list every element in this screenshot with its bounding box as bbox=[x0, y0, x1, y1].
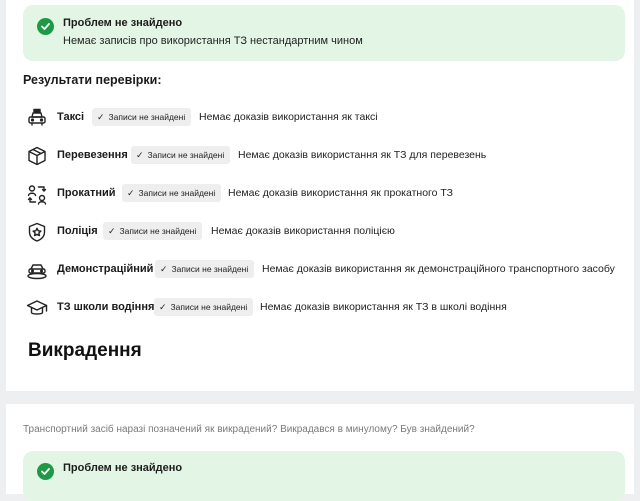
result-label: Таксі bbox=[57, 111, 85, 123]
result-label: Прокатний bbox=[57, 187, 116, 199]
badge-text: Записи не знайдені bbox=[171, 264, 249, 274]
status-badge bbox=[131, 146, 230, 164]
theft-card bbox=[6, 404, 634, 494]
no-issues-alert bbox=[23, 5, 625, 61]
badge-text: Записи не знайдені bbox=[108, 112, 186, 122]
badge-text: Записи не знайдені bbox=[138, 188, 216, 198]
result-note: Немає доказів використання як таксі bbox=[199, 111, 378, 123]
result-note: Немає доказів використання як демонстраційного транспортного засобу bbox=[262, 263, 615, 275]
status-badge bbox=[122, 184, 221, 202]
theft-no-issues-alert bbox=[23, 451, 625, 501]
checkmark-icon: ✓ bbox=[127, 188, 135, 198]
police-icon bbox=[26, 221, 48, 243]
badge-text: Записи не знайдені bbox=[119, 226, 197, 236]
result-row-taxi bbox=[26, 107, 626, 131]
status-badge bbox=[155, 260, 254, 278]
result-row-demo bbox=[26, 259, 626, 283]
result-note: Немає доказів використання як прокатного ТЗ bbox=[228, 187, 454, 199]
result-note: Немає доказів використання поліцією bbox=[211, 225, 395, 237]
status-badge bbox=[103, 222, 202, 240]
result-row-police bbox=[26, 221, 626, 245]
checkmark-icon: ✓ bbox=[108, 226, 116, 236]
result-row-rental bbox=[26, 183, 626, 207]
checkmark-icon: ✓ bbox=[136, 150, 144, 160]
demo-car-icon bbox=[26, 259, 48, 281]
check-circle-icon bbox=[37, 463, 54, 480]
checkmark-icon: ✓ bbox=[160, 264, 168, 274]
checkmark-icon: ✓ bbox=[97, 112, 105, 122]
graduation-cap-icon bbox=[26, 297, 48, 319]
result-label: Демонстраційний bbox=[57, 263, 154, 275]
result-note: Немає доказів використання як ТЗ для перевезень bbox=[238, 149, 487, 161]
result-label: Поліція bbox=[57, 225, 98, 237]
check-circle-icon bbox=[37, 18, 54, 35]
results-label: Результати перевірки: bbox=[23, 73, 162, 87]
vehicle-usage-card bbox=[6, 0, 634, 391]
result-note: Немає доказів використання як ТЗ в школі водіння bbox=[260, 301, 507, 313]
result-row-transport bbox=[26, 145, 626, 169]
status-badge bbox=[92, 108, 191, 126]
taxi-icon bbox=[26, 107, 48, 129]
alert-title: Проблем не знайдено bbox=[63, 462, 183, 474]
checkmark-icon: ✓ bbox=[159, 302, 167, 312]
result-row-driving-school bbox=[26, 297, 626, 321]
rental-icon bbox=[26, 183, 48, 205]
result-label: Перевезення bbox=[57, 149, 128, 161]
status-badge bbox=[154, 298, 253, 316]
badge-text: Записи не знайдені bbox=[147, 150, 225, 160]
alert-description: Немає записів про використання ТЗ нестандартним чином bbox=[63, 35, 363, 47]
theft-heading: Викрадення bbox=[28, 340, 142, 361]
box-icon bbox=[26, 145, 48, 167]
alert-title: Проблем не знайдено bbox=[63, 17, 183, 29]
result-label: ТЗ школи водіння bbox=[57, 301, 155, 313]
badge-text: Записи не знайдені bbox=[170, 302, 248, 312]
theft-question: Транспортний засіб наразі позначений як викрадений? Викрадався в минулому? Був знайдений? bbox=[23, 424, 475, 435]
